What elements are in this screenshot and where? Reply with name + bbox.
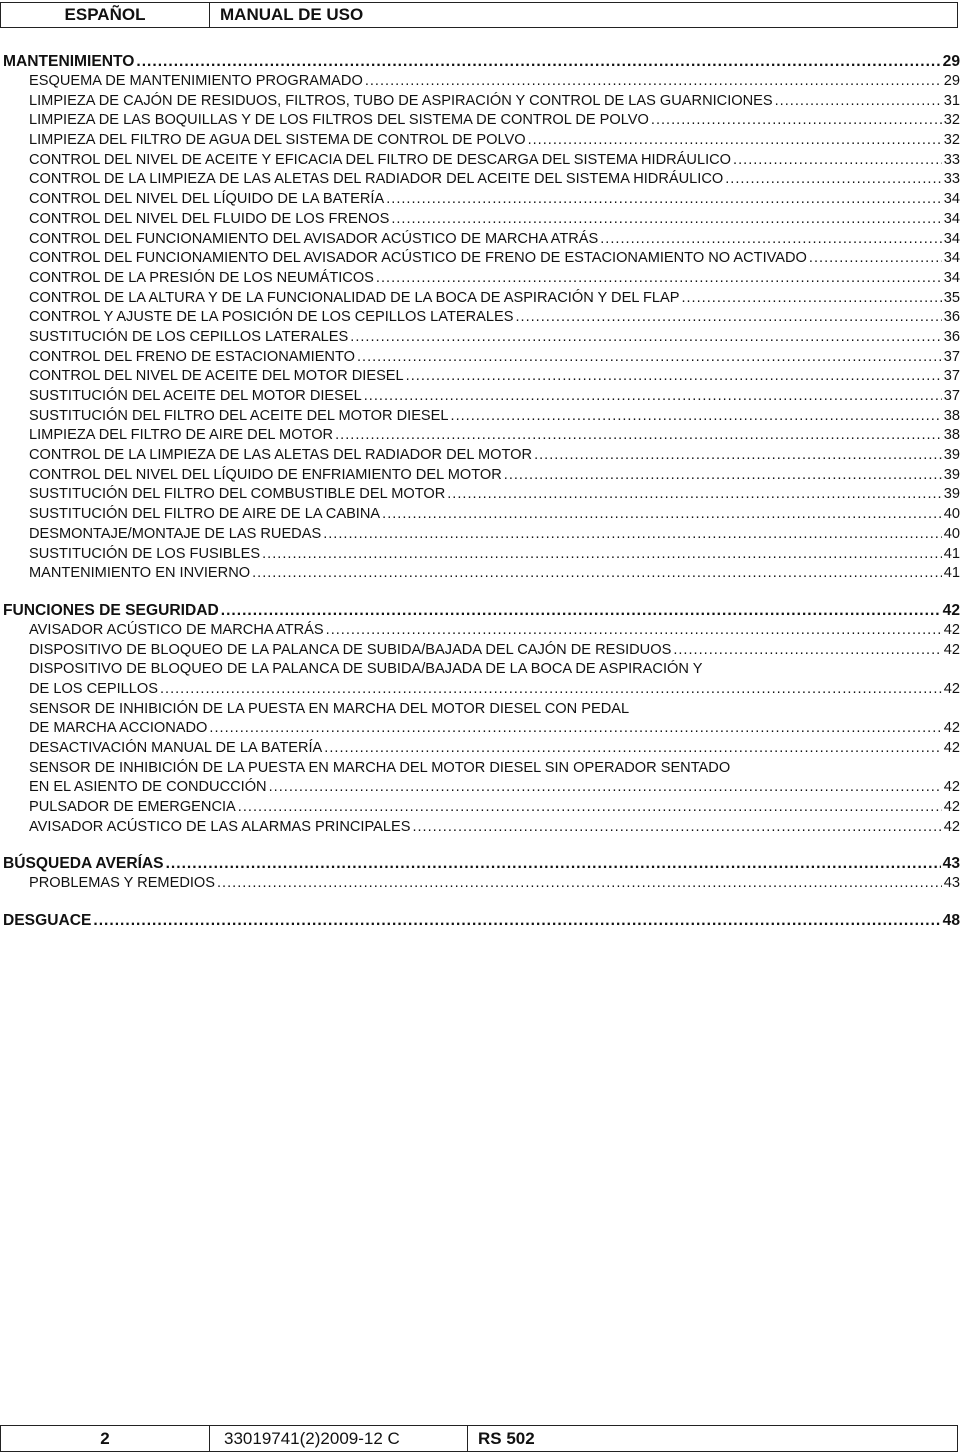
toc-entry[interactable]: [3, 249, 960, 269]
toc-entry[interactable]: [3, 92, 960, 112]
toc-entry-title: SUSTITUCIÓN DEL ACEITE DEL MOTOR DIESEL: [29, 388, 362, 404]
toc-dot-leader: [335, 426, 942, 446]
toc-page-number: 29: [943, 73, 960, 89]
toc-page-number: 36: [943, 328, 960, 345]
toc-page-number: 37: [943, 388, 960, 404]
toc-entry[interactable]: [3, 759, 960, 779]
toc-entry[interactable]: [3, 72, 960, 92]
toc-dot-leader: [447, 485, 942, 505]
toc-dot-leader: [391, 210, 941, 230]
toc-entry-title: SUSTITUCIÓN DEL FILTRO DEL COMBUSTIBLE DEL MOTOR: [29, 486, 446, 503]
toc-entry[interactable]: [3, 874, 960, 894]
toc-entry[interactable]: [3, 111, 960, 131]
page-footer: [0, 1425, 958, 1452]
toc-entry-title: LIMPIEZA DEL FILTRO DE AIRE DEL MOTOR: [29, 427, 334, 444]
toc-entry-title: CONTROL DE LA PRESIÓN DE LOS NEUMÁTICOS: [29, 269, 374, 286]
toc-entry[interactable]: [3, 680, 960, 700]
toc-dot-leader: [160, 680, 942, 700]
toc-dot-leader: [651, 111, 942, 131]
toc-dot-leader: [600, 230, 942, 250]
toc-entry[interactable]: [3, 621, 960, 641]
toc-page-number: 38: [943, 427, 960, 444]
toc-entry[interactable]: [3, 210, 960, 230]
toc-section-gap: [3, 837, 960, 853]
toc-dot-leader: [365, 72, 942, 92]
toc-dot-leader: [221, 600, 941, 621]
toc-dot-leader: [364, 387, 942, 407]
toc-entry-title: CONTROL DE LA LIMPIEZA DE LAS ALETAS DEL RADIADOR DEL ACEITE DEL SISTEMA HIDRÁULICO: [29, 171, 724, 188]
toc-page-number: 42: [943, 799, 960, 816]
toc-entry-title: CONTROL DEL NIVEL DEL FLUIDO DE LOS FRENOS: [29, 210, 390, 227]
toc-dot-leader: [326, 621, 942, 641]
toc-entry-title: FUNCIONES DE SEGURIDAD: [3, 601, 219, 619]
toc-dot-leader: [269, 778, 942, 798]
toc-dot-leader: [350, 328, 942, 348]
toc-entry-title: SENSOR DE INHIBICIÓN DE LA PUESTA EN MARCHA DEL MOTOR DIESEL CON PEDAL: [29, 700, 630, 717]
toc-dot-leader: [217, 874, 942, 894]
toc-dot-leader: [209, 719, 941, 739]
toc-page-number: 39: [943, 466, 960, 483]
toc-entry[interactable]: [3, 778, 960, 798]
toc-entry[interactable]: [3, 289, 960, 309]
toc-entry[interactable]: [3, 700, 960, 720]
toc-section-entry[interactable]: [3, 910, 960, 931]
toc-entry-title: AVISADOR ACÚSTICO DE MARCHA ATRÁS: [29, 621, 324, 638]
toc-entry[interactable]: [3, 387, 960, 407]
toc-dot-leader: [262, 545, 942, 565]
toc-entry-title: LIMPIEZA DE LAS BOQUILLAS Y DE LOS FILTROS DEL SISTEMA DE CONTROL DE POLVO: [29, 112, 649, 129]
toc-dot-leader: [136, 51, 940, 72]
toc-entry-title: CONTROL DEL FUNCIONAMIENTO DEL AVISADOR ACÚSTICO DE MARCHA ATRÁS: [29, 230, 599, 247]
toc-entry-title: MANTENIMIENTO EN INVIERNO: [29, 565, 251, 582]
toc-entry[interactable]: [3, 564, 960, 584]
toc-entry-title: DISPOSITIVO DE BLOQUEO DE LA PALANCA DE SUBIDA/BAJADA DEL CAJÓN DE RESIDUOS: [29, 641, 672, 658]
toc-entry[interactable]: [3, 798, 960, 818]
toc-entry[interactable]: [3, 328, 960, 348]
footer-doc-code: 33019741(2)2009-12 C: [210, 1426, 468, 1451]
toc-page-number: 35: [943, 289, 960, 306]
toc-page-number: 42: [943, 779, 960, 796]
toc-entry[interactable]: [3, 525, 960, 545]
toc-dot-leader: [451, 407, 942, 427]
toc-entry[interactable]: [3, 348, 960, 368]
toc-dot-leader: [733, 151, 942, 171]
toc-page-number: 38: [943, 407, 960, 424]
toc-entry[interactable]: [3, 190, 960, 210]
toc-page-number: 37: [943, 348, 960, 365]
toc-entry-title: CONTROL DEL NIVEL DE ACEITE Y EFICACIA DEL FILTRO DE DESCARGA DEL SISTEMA HIDRÁULICO: [29, 151, 732, 168]
toc-page-number: 34: [943, 210, 960, 227]
toc-entry[interactable]: [3, 545, 960, 565]
toc-page-number: 33: [943, 151, 960, 168]
toc-dot-leader: [725, 170, 942, 190]
toc-page-number: 42: [942, 601, 960, 619]
toc-entry[interactable]: [3, 739, 960, 759]
toc-entry-title: PROBLEMAS Y REMEDIOS: [29, 875, 215, 892]
toc-dot-leader: [252, 564, 942, 584]
toc-entry-title: CONTROL DE LA LIMPIEZA DE LAS ALETAS DEL RADIADOR DEL MOTOR: [29, 447, 533, 464]
toc-entry[interactable]: [3, 446, 960, 466]
toc-entry-title: BÚSQUEDA AVERÍAS: [3, 855, 164, 873]
toc-section-gap: [3, 584, 960, 600]
toc-entry-title: SUSTITUCIÓN DE LOS CEPILLOS LATERALES: [29, 328, 349, 345]
toc-dot-leader: [323, 525, 942, 545]
toc-dot-leader: [534, 446, 942, 466]
toc-page-number: 40: [943, 525, 960, 542]
toc-page-number: 41: [943, 565, 960, 582]
toc-entry-title: DE LOS CEPILLOS: [29, 680, 158, 697]
toc-dot-leader: [412, 818, 941, 838]
toc-entry[interactable]: [3, 660, 960, 680]
toc-dot-leader: [504, 466, 942, 486]
toc-dot-leader: [324, 739, 941, 759]
header-language: ESPAÑOL: [1, 3, 210, 27]
toc-entry-title: ESQUEMA DE MANTENIMIENTO PROGRAMADO: [29, 73, 363, 89]
toc-section-entry[interactable]: [3, 51, 960, 72]
toc-page-number: 43: [942, 855, 960, 873]
toc-entry-title: SUSTITUCIÓN DE LOS FUSIBLES: [29, 545, 261, 562]
toc-page-number: 34: [943, 269, 960, 286]
toc-entry-title: PULSADOR DE EMERGENCIA: [29, 799, 236, 816]
toc-dot-leader: [386, 190, 942, 210]
toc-page-number: 37: [943, 368, 960, 385]
toc-entry-title: CONTROL DEL NIVEL DEL LÍQUIDO DE ENFRIAMIENTO DEL MOTOR: [29, 466, 502, 483]
toc-entry-title: CONTROL DEL FUNCIONAMIENTO DEL AVISADOR ACÚSTICO DE FRENO DE ESTACIONAMIENTO NO ACTIVADO: [29, 250, 807, 267]
footer-page-number: 2: [1, 1426, 210, 1451]
toc-section-entry[interactable]: [3, 853, 960, 874]
toc-page-number: 34: [943, 250, 960, 267]
toc-page-number: 32: [943, 132, 960, 149]
toc-entry[interactable]: [3, 426, 960, 446]
toc-entry-title: DESACTIVACIÓN MANUAL DE LA BATERÍA: [29, 740, 323, 756]
toc-dot-leader: [406, 367, 942, 387]
toc-page-number: 42: [943, 720, 960, 737]
toc-entry-title: CONTROL DE LA ALTURA Y DE LA FUNCIONALIDAD DE LA BOCA DE ASPIRACIÓN Y DEL FLAP: [29, 289, 680, 306]
toc-entry[interactable]: [3, 367, 960, 387]
toc-entry-title: SENSOR DE INHIBICIÓN DE LA PUESTA EN MARCHA DEL MOTOR DIESEL SIN OPERADOR SENTADO: [29, 759, 731, 776]
toc-entry-title: DESGUACE: [3, 912, 92, 930]
toc-section-gap: [3, 894, 960, 910]
toc-page-number: 48: [942, 912, 960, 930]
toc-page-number: 42: [943, 740, 960, 756]
toc-page-number: 33: [943, 171, 960, 188]
toc-entry-title: SUSTITUCIÓN DEL FILTRO DEL ACEITE DEL MOTOR DIESEL: [29, 407, 449, 424]
toc-entry-title: EN EL ASIENTO DE CONDUCCIÓN: [29, 779, 267, 796]
toc-entry-title: DESMONTAJE/MONTAJE DE LAS RUEDAS: [29, 525, 322, 542]
toc-entry[interactable]: [3, 719, 960, 739]
page-header: [0, 2, 958, 28]
toc-entry-title: MANTENIMIENTO: [3, 53, 135, 70]
toc-page-number: 42: [943, 818, 960, 835]
toc-entry[interactable]: [3, 308, 960, 328]
toc-entry[interactable]: [3, 407, 960, 427]
toc-page-number: 43: [943, 875, 960, 892]
toc-section-entry[interactable]: [3, 600, 960, 621]
toc-page-number: 31: [943, 92, 960, 109]
toc-entry-title: CONTROL DEL FRENO DE ESTACIONAMIENTO: [29, 348, 355, 365]
toc-dot-leader: [528, 131, 942, 151]
toc-entry[interactable]: [3, 505, 960, 525]
toc-dot-leader: [376, 269, 942, 289]
toc-page-number: 39: [943, 486, 960, 503]
toc-page-number: 40: [943, 506, 960, 523]
toc-dot-leader: [673, 641, 941, 661]
toc-page-number: 42: [943, 680, 960, 697]
toc-entry-title: CONTROL DEL NIVEL DEL LÍQUIDO DE LA BATERÍA: [29, 191, 385, 208]
toc-dot-leader: [166, 853, 941, 874]
toc-entry[interactable]: [3, 641, 960, 661]
toc-dot-leader: [681, 289, 941, 309]
toc-entry-title: DE MARCHA ACCIONADO: [29, 720, 208, 737]
toc-entry[interactable]: [3, 269, 960, 289]
toc-page-number: 34: [943, 230, 960, 247]
toc-entry-title: SUSTITUCIÓN DEL FILTRO DE AIRE DE LA CABINA: [29, 506, 381, 523]
footer-model: RS 502: [478, 1428, 535, 1448]
header-title: MANUAL DE USO: [220, 5, 364, 24]
table-of-contents: [3, 51, 960, 931]
toc-page-number: 32: [943, 112, 960, 129]
toc-entry[interactable]: [3, 151, 960, 171]
toc-entry[interactable]: [3, 170, 960, 190]
toc-page-number: 41: [943, 545, 960, 562]
toc-entry-title: DISPOSITIVO DE BLOQUEO DE LA PALANCA DE SUBIDA/BAJADA DE LA BOCA DE ASPIRACIÓN Y: [29, 661, 703, 678]
toc-entry-title: LIMPIEZA DEL FILTRO DE AGUA DEL SISTEMA DE CONTROL DE POLVO: [29, 132, 526, 149]
toc-entry-title: LIMPIEZA DE CAJÓN DE RESIDUOS, FILTROS, TUBO DE ASPIRACIÓN Y CONTROL DE LAS GUARNICIONES: [29, 92, 773, 109]
toc-entry-title: CONTROL Y AJUSTE DE LA POSICIÓN DE LOS CEPILLOS LATERALES: [29, 309, 514, 326]
toc-dot-leader: [809, 249, 942, 269]
toc-entry-title: CONTROL DEL NIVEL DE ACEITE DEL MOTOR DIESEL: [29, 368, 404, 385]
toc-dot-leader: [93, 910, 940, 931]
toc-page-number: 42: [943, 641, 960, 658]
toc-entry[interactable]: [3, 818, 960, 838]
toc-dot-leader: [238, 798, 942, 818]
toc-entry[interactable]: [3, 466, 960, 486]
toc-page-number: 29: [942, 53, 960, 70]
toc-entry[interactable]: [3, 230, 960, 250]
toc-dot-leader: [775, 92, 942, 112]
toc-page-number: 42: [943, 621, 960, 638]
toc-page-number: 36: [943, 309, 960, 326]
toc-dot-leader: [357, 348, 942, 368]
toc-page-number: 39: [943, 447, 960, 464]
toc-dot-leader: [515, 308, 941, 328]
toc-dot-leader: [382, 505, 942, 525]
toc-entry[interactable]: [3, 485, 960, 505]
toc-entry[interactable]: [3, 131, 960, 151]
toc-page-number: 34: [943, 191, 960, 208]
toc-entry-title: AVISADOR ACÚSTICO DE LAS ALARMAS PRINCIPALES: [29, 818, 411, 835]
